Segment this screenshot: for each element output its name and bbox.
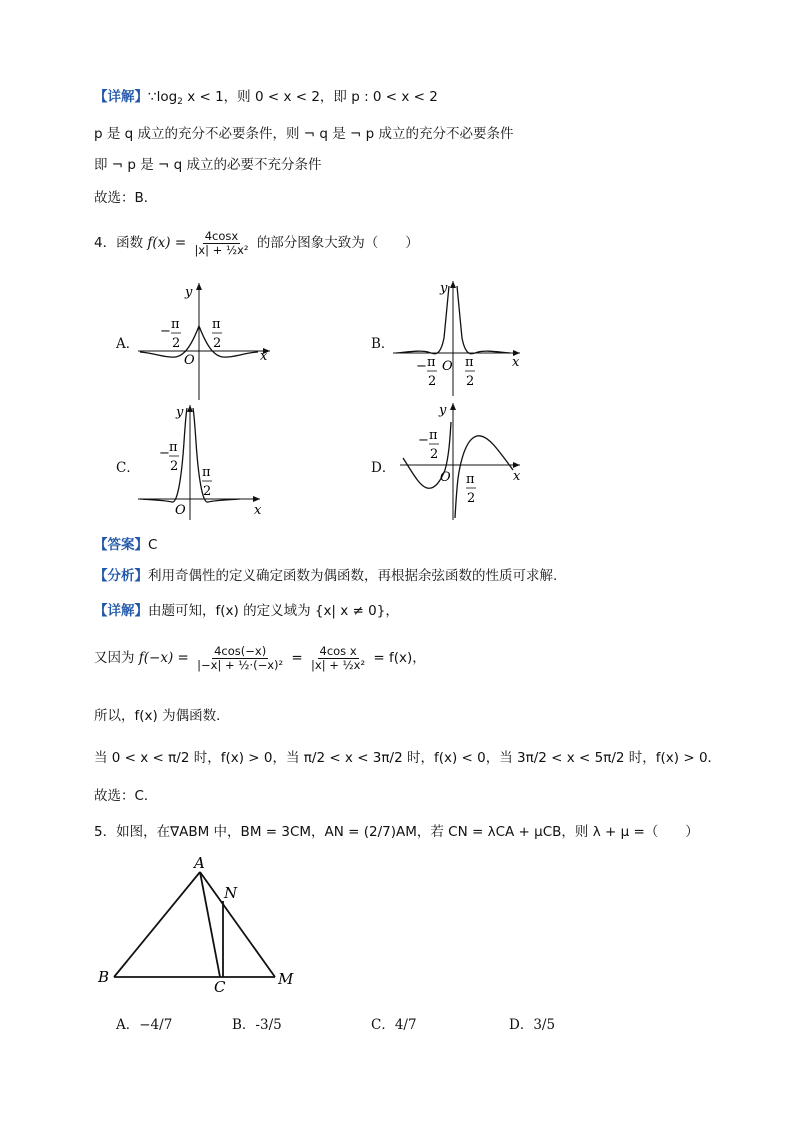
- q5-option-b: B．-3/5: [232, 1017, 282, 1033]
- svg-text:π: π: [212, 317, 221, 332]
- svg-text:y: y: [176, 405, 184, 420]
- q4-graph-d: [395, 400, 530, 522]
- svg-text:π: π: [171, 317, 180, 332]
- svg-text:x: x: [254, 503, 262, 518]
- q4-choice: 故选：C．: [94, 788, 158, 804]
- svg-text:2: 2: [428, 374, 437, 389]
- q4-detail3: 所以，f(x) 为偶函数．: [94, 708, 230, 724]
- svg-text:2: 2: [203, 484, 212, 499]
- svg-text:2: 2: [466, 374, 475, 389]
- q4-detail2: 又因为 f(−x) = $\frac{4\cos(-x)}{\text{|−x| + ½·(−x)²}}$ = $\frac{\text{4cos x}}{\text{|x| + ½x²}}$ = f(x)，: [94, 643, 426, 672]
- svg-text:π: π: [202, 465, 211, 480]
- svg-text:π: π: [427, 355, 436, 370]
- q4-option-a-label: A．: [116, 336, 140, 352]
- point-a: A: [194, 854, 205, 872]
- svg-text:−: −: [160, 324, 171, 339]
- q4-answer: 【答案】C: [94, 537, 158, 553]
- q4-analysis: 【分析】利用奇偶性的定义确定函数为偶函数，再根据余弦函数的性质可求解.: [94, 568, 558, 584]
- svg-text:π: π: [466, 472, 475, 487]
- svg-text:O: O: [175, 503, 186, 518]
- q4-option-b-label: B．: [371, 336, 395, 352]
- svg-text:−: −: [416, 359, 427, 374]
- q3-choice: 故选：B．: [94, 190, 158, 206]
- q5-option-a: A．−4/7: [116, 1017, 173, 1033]
- q3-line2: p 是 q 成立的充分不必要条件，则 ¬ q 是 ¬ p 成立的充分不必要条件: [94, 126, 514, 142]
- q4-graph-c: [130, 402, 275, 522]
- q4-stem: 4．函数 f(x) = $\frac{4\cos x}{\text{|x| + ½x²}}$ 的部分图象大致为（ ）: [94, 228, 419, 257]
- svg-text:x: x: [512, 355, 520, 370]
- q4-option-d-label: D．: [371, 460, 396, 476]
- detail-tag: 【详解】: [94, 89, 148, 105]
- svg-text:π: π: [465, 355, 474, 370]
- q5-stem: 5．如图，在∇ABM 中，BM = 3CM，AN = (2/7)AM，若 CN = λCA + μCB，则 λ + μ =（ ）: [94, 824, 699, 840]
- q5-option-c: C．4/7: [371, 1017, 417, 1033]
- point-n: N: [224, 884, 238, 902]
- svg-text:x: x: [513, 469, 521, 484]
- point-c: C: [214, 978, 226, 996]
- svg-text:O: O: [440, 470, 451, 485]
- q5-option-d: D．3/5: [509, 1017, 556, 1033]
- q4-detail4: 当 0 < x < π/2 时，f(x) > 0，当 π/2 < x < 3π/2 时，f(x) < 0，当 3π/2 < x < 5π/2 时，f(x) > 0．: [94, 750, 722, 766]
- svg-text:π: π: [429, 428, 438, 443]
- svg-text:y: y: [439, 403, 447, 418]
- q4-option-c-label: C．: [116, 460, 140, 476]
- point-m: M: [278, 970, 294, 988]
- point-b: B: [98, 968, 110, 986]
- svg-text:y: y: [440, 281, 448, 296]
- q3-detail-line: 【详解】$\because\log_2$ x < 1，则 0 < x < 2，即 p : 0 < x < 2: [94, 89, 438, 107]
- svg-text:2: 2: [172, 336, 181, 351]
- q5-triangle-figure: [92, 852, 312, 997]
- q4-graph-a: [130, 280, 280, 405]
- svg-text:−: −: [159, 446, 170, 461]
- origin-label: O: [184, 353, 195, 368]
- svg-text:2: 2: [467, 491, 476, 506]
- y-axis-label: y: [185, 285, 193, 300]
- q4-fraction: $\frac{4\cos x}{\text{|x| + ½x²}}$: [194, 228, 249, 257]
- x-axis-label: x: [260, 349, 268, 364]
- svg-text:2: 2: [430, 447, 439, 462]
- svg-text:O: O: [442, 359, 453, 374]
- svg-text:−: −: [418, 433, 429, 448]
- svg-text:π: π: [169, 440, 178, 455]
- svg-text:2: 2: [213, 336, 222, 351]
- q4-graph-b: [388, 278, 533, 398]
- q4-detail1: 【详解】由题可知，f(x) 的定义域为 {x| x ≠ 0}，: [94, 603, 399, 619]
- svg-text:2: 2: [170, 459, 179, 474]
- q3-line3: 即 ¬ p 是 ¬ q 成立的必要不充分条件: [94, 157, 322, 173]
